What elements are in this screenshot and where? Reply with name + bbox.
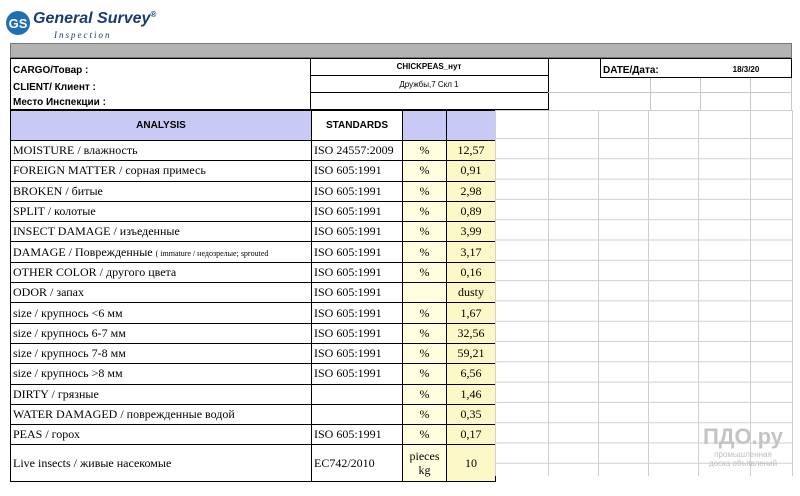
analysis-cell: size / крупнось 6-7 мм: [11, 323, 312, 343]
standard-cell: ISO 605:1991: [312, 364, 403, 384]
analysis-cell: ODOR / запах: [11, 283, 312, 303]
analysis-cell: MOISTURE / влажность: [11, 141, 312, 161]
value-cell: 0,16: [447, 262, 496, 282]
cargo-label: CARGO/Товар :: [13, 65, 89, 76]
standard-cell: ISO 605:1991: [312, 283, 403, 303]
logo-subtitle: Inspection: [54, 30, 112, 40]
unit-cell: %: [403, 384, 447, 404]
unit-cell: %: [403, 404, 447, 424]
value-cell: 0,17: [447, 425, 496, 445]
value-cell: 12,57: [447, 141, 496, 161]
analysis-cell: DAMAGE / Поврежденные ( immature / недозрелые; sprouted: [11, 242, 312, 262]
standard-cell: EC742/2010: [312, 445, 403, 482]
analysis-cell: size / крупнось >8 мм: [11, 364, 312, 384]
table-row: [11, 384, 496, 404]
unit-cell: %: [403, 242, 447, 262]
standard-cell: ISO 605:1991: [312, 323, 403, 343]
standard-cell: [312, 404, 403, 424]
unit-cell: %: [403, 262, 447, 282]
table-row: [11, 445, 496, 482]
analysis-cell: WATER DAMAGED / поврежденные водой: [11, 404, 312, 424]
standard-cell: ISO 605:1991: [312, 181, 403, 201]
table-row: [11, 364, 496, 384]
unit-cell: [403, 283, 447, 303]
analysis-cell: size / крупнось <6 мм: [11, 303, 312, 323]
unit-cell: %: [403, 364, 447, 384]
value-cell: 2,98: [447, 181, 496, 201]
standard-cell: ISO 605:1991: [312, 262, 403, 282]
unit-cell: %: [403, 201, 447, 221]
table-row: [11, 222, 496, 242]
value-cell: 10: [447, 445, 496, 482]
analysis-table: [10, 110, 496, 482]
info-section: [10, 58, 792, 110]
unit-cell: %: [403, 222, 447, 242]
empty-grid: [495, 110, 793, 478]
unit-cell: %: [403, 425, 447, 445]
analysis-cell: INSECT DAMAGE / изъеденные: [11, 222, 312, 242]
header-bar: [10, 43, 792, 58]
table-header-row: [11, 111, 496, 141]
analysis-cell: PEAS / горох: [11, 425, 312, 445]
unit-cell: pieces kg: [403, 445, 447, 482]
unit-cell: %: [403, 303, 447, 323]
table-row: [11, 201, 496, 221]
standard-cell: [312, 384, 403, 404]
value-cell: 0,89: [447, 201, 496, 221]
standard-cell: ISO 24557:2009: [312, 141, 403, 161]
value-cell: 1,46: [447, 384, 496, 404]
table-row: [11, 303, 496, 323]
client-label: CLIENT/ Клиент :: [13, 82, 96, 93]
unit-cell: %: [403, 343, 447, 363]
value-cell: 3,17: [447, 242, 496, 262]
date-value: 18/3/20: [732, 65, 760, 74]
value-cell: 32,56: [447, 323, 496, 343]
table-row: [11, 242, 496, 262]
unit-header: [403, 111, 447, 141]
table-row: [11, 161, 496, 181]
table-row: [11, 425, 496, 445]
standard-cell: ISO 605:1991: [312, 303, 403, 323]
table-row: [11, 262, 496, 282]
unit-cell: %: [403, 141, 447, 161]
standards-header: STANDARDS: [312, 111, 403, 141]
analysis-cell: OTHER COLOR / другого цвета: [11, 262, 312, 282]
value-cell: 59,21: [447, 343, 496, 363]
logo-title: General Survey®: [33, 10, 157, 27]
analysis-header: ANALYSIS: [11, 111, 312, 141]
value-cell: 1,67: [447, 303, 496, 323]
cargo-value: CHICKPEAS_нут: [396, 62, 462, 71]
table-row: [11, 181, 496, 201]
unit-cell: %: [403, 323, 447, 343]
analysis-cell: FOREIGN MATTER / сорная примесь: [11, 161, 312, 181]
standard-cell: ISO 605:1991: [312, 161, 403, 181]
value-cell: 3,99: [447, 222, 496, 242]
table-row: [11, 343, 496, 363]
standard-cell: ISO 605:1991: [312, 425, 403, 445]
analysis-cell: size / крупнось 7-8 мм: [11, 343, 312, 363]
standard-cell: ISO 605:1991: [312, 222, 403, 242]
analysis-cell: SPLIT / колотые: [11, 201, 312, 221]
standard-cell: ISO 605:1991: [312, 242, 403, 262]
value-cell: 0,35: [447, 404, 496, 424]
table-row: [11, 323, 496, 343]
analysis-cell: Live insects / живые насекомые: [11, 445, 312, 482]
table-row: [11, 404, 496, 424]
value-cell: 0,91: [447, 161, 496, 181]
table-row: [11, 283, 496, 303]
standard-cell: ISO 605:1991: [312, 201, 403, 221]
unit-cell: %: [403, 181, 447, 201]
value-header: [447, 111, 496, 141]
place-label: Место Инспекции :: [13, 97, 106, 108]
analysis-cell: DIRTY / грязные: [11, 384, 312, 404]
table-row: [11, 141, 496, 161]
company-logo: [6, 8, 157, 42]
unit-cell: %: [403, 161, 447, 181]
standard-cell: ISO 605:1991: [312, 343, 403, 363]
date-label: DATE/Дата:: [603, 65, 659, 76]
watermark: ПДО.ру промышленная доска объявлений: [702, 424, 784, 468]
client-value: Дружбы,7 Скл 1: [399, 80, 459, 89]
value-cell: dusty: [447, 283, 496, 303]
value-cell: 6,56: [447, 364, 496, 384]
logo-mark-icon: GS: [6, 11, 30, 35]
analysis-cell: BROKEN / битые: [11, 181, 312, 201]
analysis-note: ( immature / недозрелые; sprouted: [155, 248, 269, 258]
